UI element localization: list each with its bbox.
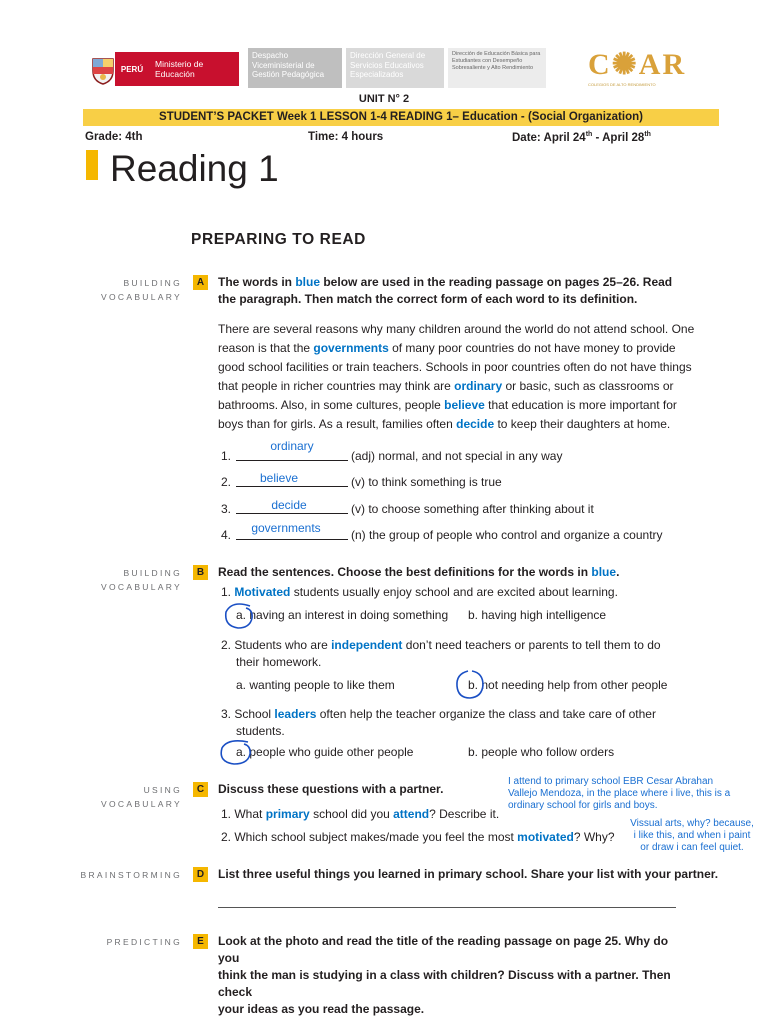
handwritten-answer[interactable]: believe: [259, 471, 299, 485]
page-title: Reading 1: [110, 148, 279, 189]
side-label-using-vocabulary: USING VOCABULARY: [101, 785, 182, 809]
coar-logo-text: C✺AR: [588, 48, 687, 81]
answer-line: [236, 486, 348, 487]
match-definition: (v) to think something is true: [351, 475, 502, 489]
option-b3-b: b. people who follow orders: [468, 745, 615, 759]
badge-e: E: [193, 934, 208, 949]
question-b1: 1. Motivated students usually enjoy school and are excited about learning.: [221, 585, 618, 599]
side-label-building-vocabulary: BUILDING VOCABULARY: [101, 278, 182, 302]
coar-logo: [588, 47, 700, 91]
instruction-e: Look at the photo and read the title of the reading passage on page 25. Why do you think the man is studying in a class with children? Discuss with a partner. Then check your ideas as you read the passage.: [218, 934, 671, 1016]
section-title: PREPARING TO READ: [191, 231, 366, 248]
match-item-number: 3.: [221, 502, 232, 516]
handwritten-answer[interactable]: decide: [271, 498, 307, 512]
question-c1: 1. What primary school did you attend? Describe it.: [221, 807, 500, 821]
question-b2: 2. Students who are independent don’t need teachers or parents to tell them to do their homework.: [221, 638, 661, 669]
badge-d: D: [193, 867, 208, 882]
despacho-label: Despacho Viceministerial de Gestión Pedagógica: [248, 48, 342, 88]
answer-circle-b2: [452, 668, 488, 702]
reading-paragraph: There are several reasons why many children around the world do not attend school. One reason is that the governments of many poor countries do not have money to provide good school facilities or train teachers. Schools in poor countries often do not have things that people in richer countries may think are ordinary or basic, such as classrooms or bathrooms. Also, in some cultures, people believe that education is more important for boys than for girls. As a result, families often decide to keep their daughters at home.: [218, 322, 695, 431]
answer-line-d[interactable]: [218, 907, 676, 908]
side-label-predicting: PREDICTING: [106, 937, 182, 947]
question-b3: 3. School leaders often help the teacher organize the class and take care of other students.: [221, 707, 656, 738]
instruction-b: Read the sentences. Choose the best definitions for the words in blue.: [218, 565, 620, 579]
badge-c: C: [193, 782, 208, 797]
grade-label: Grade: 4th: [85, 131, 143, 143]
packet-band: STUDENT’S PACKET Week 1 LESSON 1-4 READING 1– Education - (Social Organization): [83, 109, 719, 126]
reading-accent-bar: [86, 150, 98, 180]
option-b3-a: a. people who guide other people: [236, 745, 414, 759]
option-b1-b: b. having high intelligence: [468, 608, 607, 622]
instruction-a: The words in blue below are used in the reading passage on pages 25–26. Read the paragraph. Then match the correct form of each word to its definition.: [218, 275, 673, 306]
match-definition: (v) to choose something after thinking about it: [351, 502, 594, 516]
answer-line: [236, 460, 348, 461]
answer-line: [236, 539, 348, 540]
instruction-d: List three useful things you learned in primary school. Share your list with your partner.: [218, 867, 719, 881]
peru-label: PERÚ: [115, 52, 149, 86]
time-label: Time: 4 hours: [308, 131, 384, 143]
answer-circle-b3: [214, 738, 256, 768]
question-c2: 2. Which school subject makes/made you feel the most motivated? Why?: [221, 830, 615, 844]
direccion-general-label: Dirección General de Servicios Educativos Especializados: [346, 48, 444, 88]
option-b2-a: a. wanting people to like them: [236, 678, 395, 692]
handwritten-answer[interactable]: governments: [251, 521, 321, 535]
match-item-number: 2.: [221, 475, 232, 489]
match-definition: (n) the group of people who control and organize a country: [351, 528, 663, 542]
option-b1-a: a. having an interest in doing something: [236, 608, 449, 622]
ministry-label: Ministerio de Educación: [149, 52, 239, 86]
coar-subtitle: COLEGIOS DE ALTO RENDIMIENTO: [588, 82, 656, 87]
badge-a: A: [193, 275, 208, 290]
match-item-number: 1.: [221, 449, 232, 463]
match-item-number: 4.: [221, 528, 232, 542]
handwritten-answer[interactable]: ordinary: [270, 439, 314, 453]
side-label-brainstorming: BRAINSTORMING: [80, 870, 182, 880]
date-label: Date: April 24th - April 28th: [512, 131, 651, 144]
option-b2-b: b. not needing help from other people: [468, 678, 668, 692]
direccion-educacion-label: Dirección de Educación Básica para Estudiantes con Desempeño Sobresaliente y Alto Rendimiento: [448, 48, 546, 88]
handwritten-note-c2[interactable]: Vissual arts, why? because, i like this, and when i paint or draw i can feel quiet.: [630, 818, 754, 853]
answer-line: [236, 513, 348, 514]
badge-b: B: [193, 565, 208, 580]
instruction-c: Discuss these questions with a partner.: [218, 782, 444, 796]
answer-circle-b1: [220, 600, 260, 632]
unit-heading: UNIT N° 2: [358, 93, 410, 105]
peru-coat-of-arms-icon: [90, 55, 116, 85]
side-label-building-vocabulary: BUILDING VOCABULARY: [101, 568, 182, 592]
handwritten-note-c1[interactable]: I attend to primary school EBR Cesar Abrahan Vallejo Mendoza, in the place where i live, this is a ordinary school for girls and boys.: [508, 776, 731, 811]
match-definition: (adj) normal, and not special in any way: [351, 449, 563, 463]
